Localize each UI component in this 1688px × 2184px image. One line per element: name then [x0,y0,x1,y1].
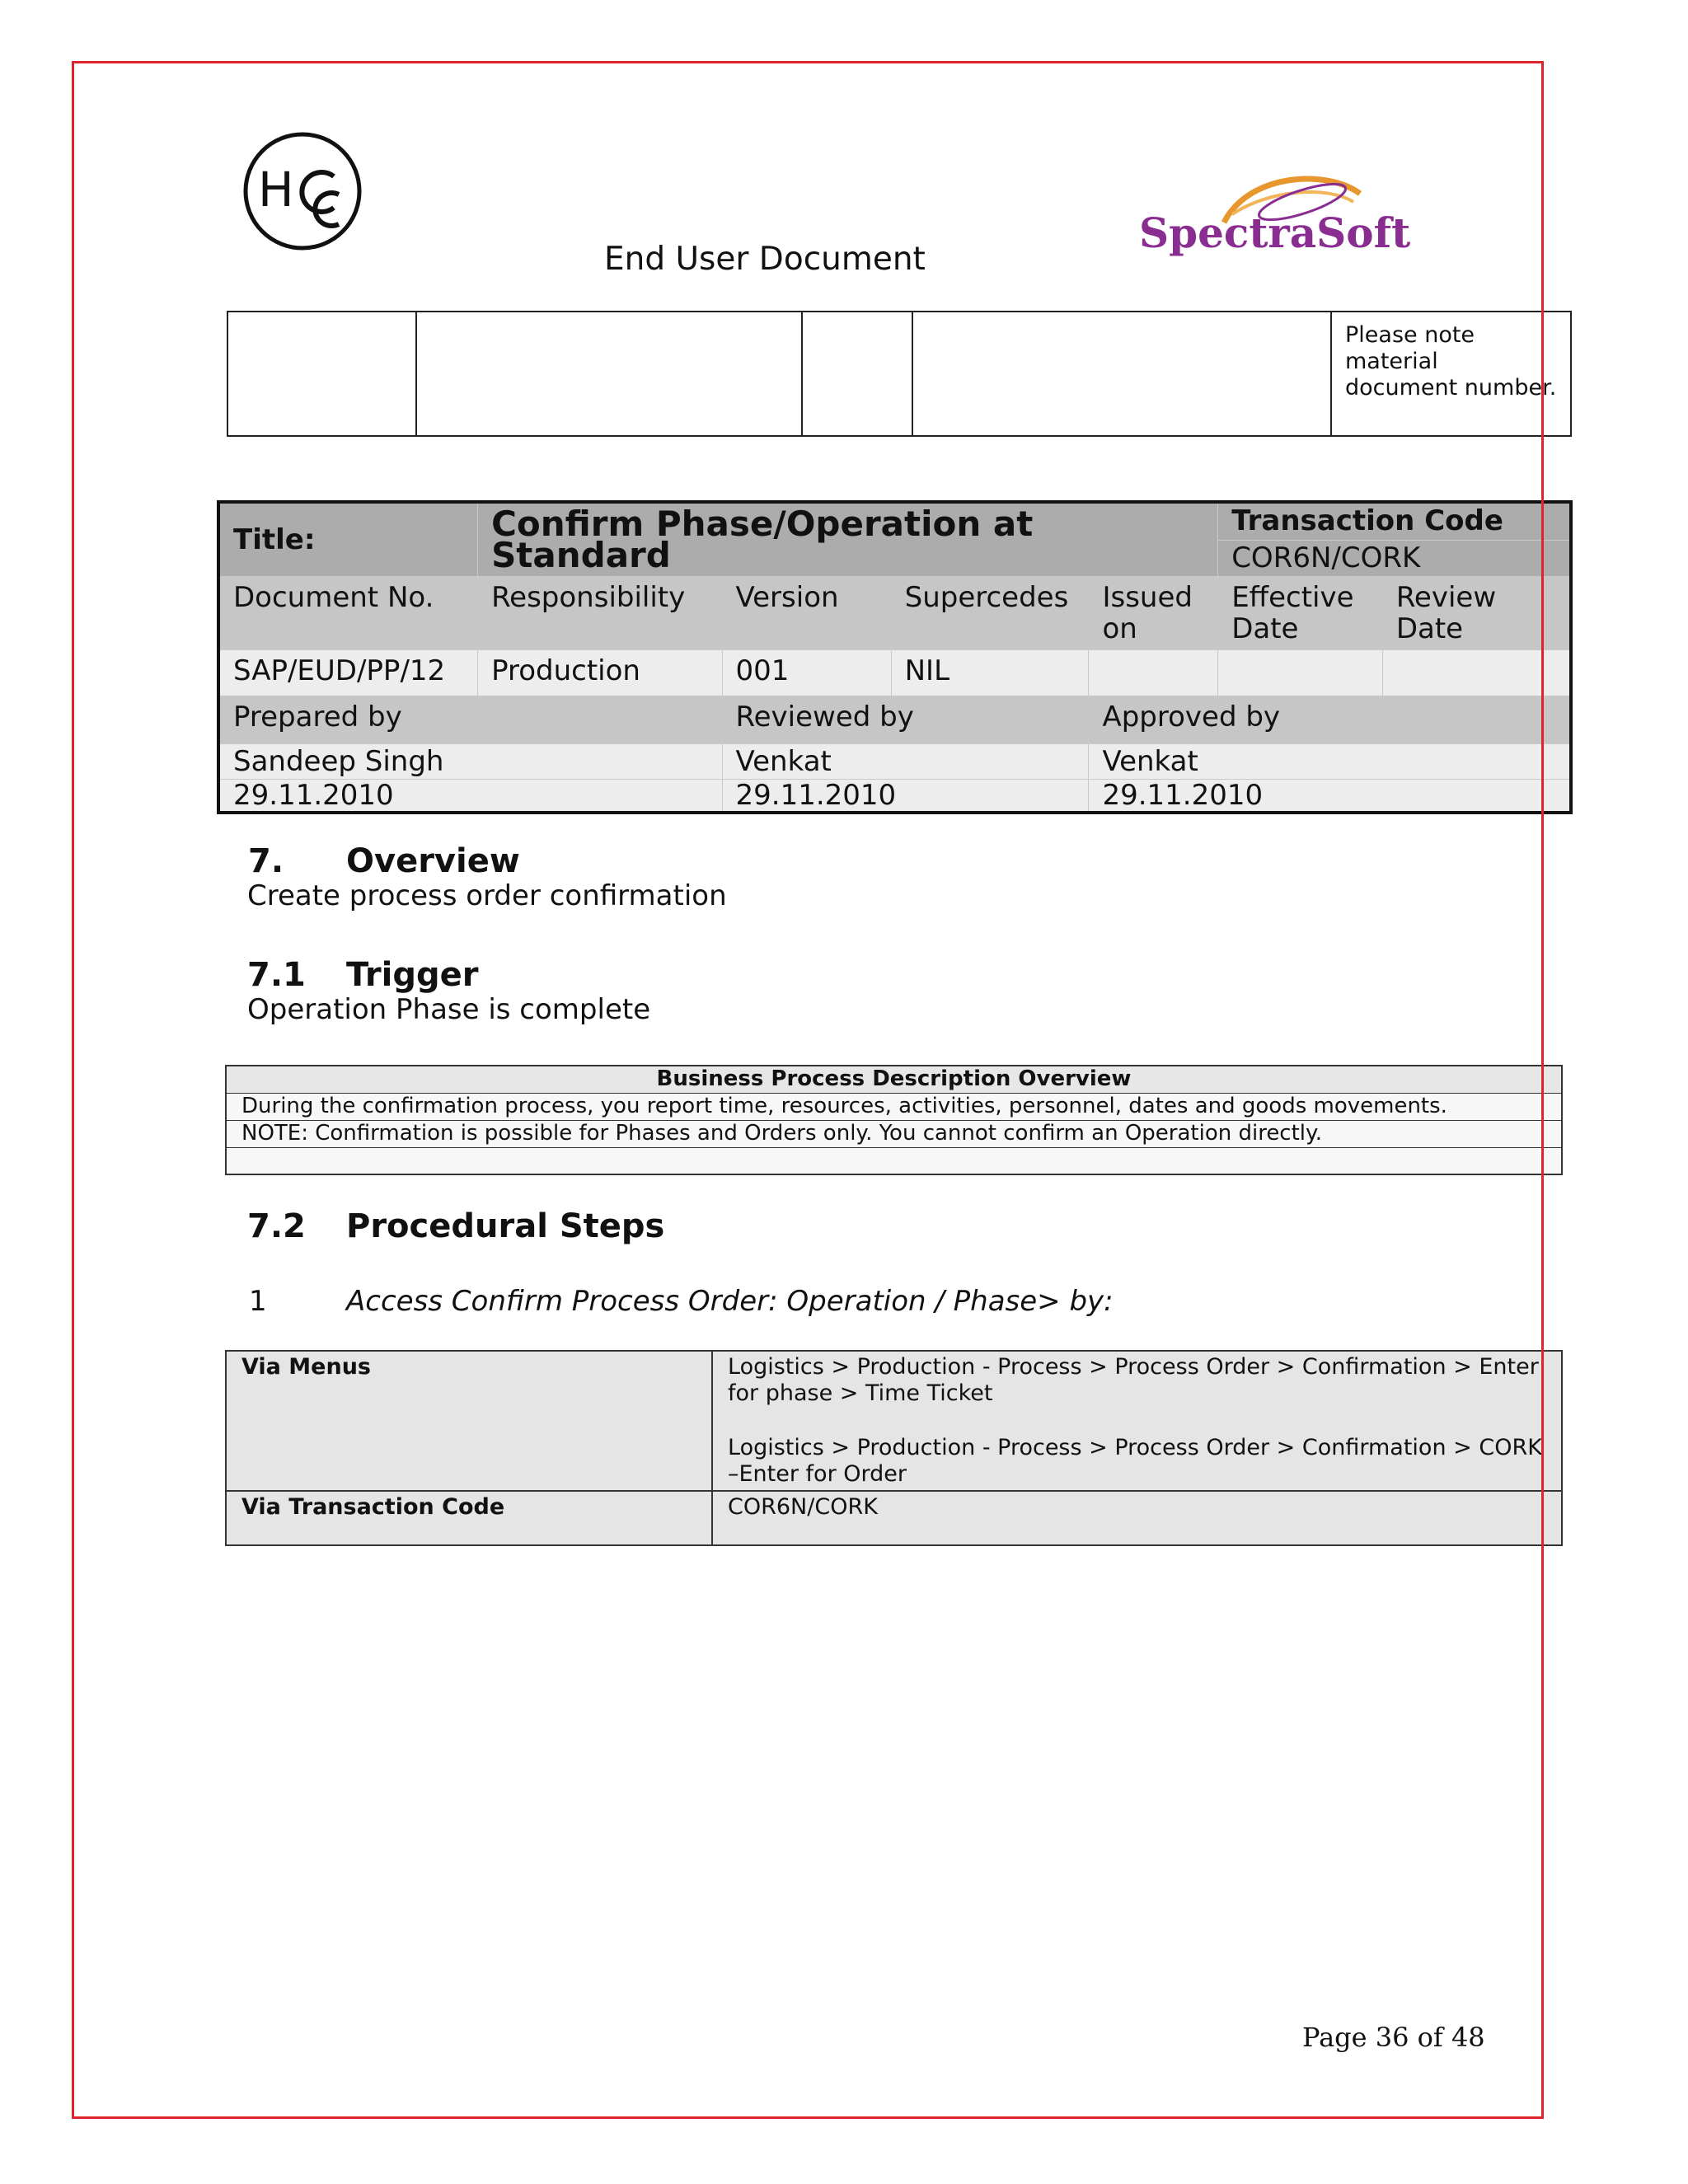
section-title-trigger: Trigger [346,956,479,994]
reviewed-date: 29.11.2010 [722,780,1089,813]
via-menus-label: Via Menus [226,1351,712,1491]
document-heading: End User Document [604,241,926,278]
title-label: Title: [218,502,478,577]
menu-paths-cell [712,1351,1562,1491]
page-number: Page 36 of 48 [1302,2022,1485,2053]
header-document-no: Document No. [218,577,478,650]
step-number: 1 [249,1285,267,1318]
section-number-trigger: 7.1 [247,956,306,994]
header-box-table [227,311,1572,437]
approved-by-label: Approved by [1089,696,1571,744]
approved-by-name: Venkat [1089,744,1571,780]
via-transaction-code-label: Via Transaction Code [226,1491,712,1545]
value-document-no: SAP/EUD/PP/12 [218,650,478,696]
reviewed-by-name: Venkat [722,744,1089,780]
value-responsibility: Production [478,650,722,696]
section-number-steps: 7.2 [247,1207,306,1245]
value-version: 001 [722,650,891,696]
header-supercedes: Supercedes [891,577,1089,650]
header-responsibility: Responsibility [478,577,722,650]
value-supercedes: NIL [891,650,1089,696]
approved-date: 29.11.2010 [1089,780,1571,813]
section-title-steps: Procedural Steps [346,1207,665,1245]
menu-path-2: Logistics > Production - Process > Process Order > Confirmation > CORK –Enter for Order [728,1435,1542,1487]
prepared-by-name: Sandeep Singh [218,744,722,780]
section-title-overview: Overview [346,842,520,880]
value-effective-date [1218,650,1383,696]
access-table [225,1350,1563,1546]
svg-text:H: H [258,162,294,218]
material-note: Please note material document number. [1331,312,1571,436]
document-control-table [217,500,1573,814]
header-review-date: Review Date [1382,577,1571,650]
step-text: Access Confirm Process Order: Operation / Phase> by: [346,1285,1114,1318]
menu-path-1: Logistics > Production - Process > Process Order > Confirmation > Enter for phase > Time Ticket [728,1354,1539,1406]
bpd-row: NOTE: Confirmation is possible for Phases and Orders only. You cannot confirm an Operation directly. [226,1120,1562,1147]
overview-text: Create process order confirmation [247,879,727,912]
transaction-code-label: Transaction Code [1218,502,1571,540]
document-title: Confirm Phase/Operation at Standard [478,502,1218,577]
value-issued-on [1089,650,1218,696]
value-review-date [1382,650,1571,696]
trigger-text: Operation Phase is complete [247,993,651,1026]
spectrasoft-logo [1137,165,1411,260]
hcc-logo [241,130,363,252]
prepared-by-label: Prepared by [218,696,722,744]
header-issued-on: Issued on [1089,577,1218,650]
header-effective-date: Effective Date [1218,577,1383,650]
bpd-heading: Business Process Description Overview [226,1066,1562,1093]
transaction-code-value: COR6N/CORK [1218,540,1571,576]
reviewed-by-label: Reviewed by [722,696,1089,744]
prepared-date: 29.11.2010 [218,780,722,813]
bpd-row: During the confirmation process, you report time, resources, activities, personnel, dates and goods movements. [226,1093,1562,1120]
business-process-table [225,1065,1563,1175]
svg-text:SpectraSoft: SpectraSoft [1139,209,1411,257]
section-number-overview: 7. [248,842,284,880]
transaction-code-value: COR6N/CORK [712,1491,1562,1545]
bpd-row [226,1147,1562,1174]
header-version: Version [722,577,891,650]
